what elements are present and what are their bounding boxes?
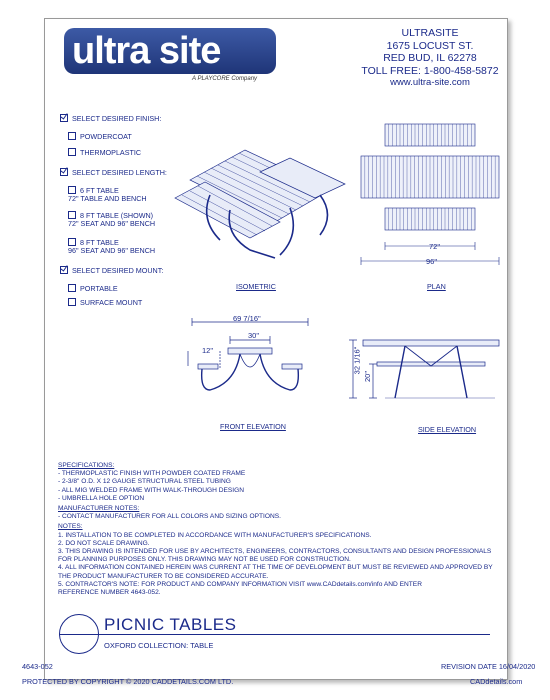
notes-block	[58, 462, 493, 597]
checkbox-icon[interactable]	[68, 186, 76, 194]
note-item: FOR PLANNING PURPOSES ONLY. THIS DRAWING MAY NOT BE USED FOR CONSTRUCTION.	[58, 556, 351, 564]
note-item: THE PRODUCT MANUFACTURER TO BE CONSIDERED ACCURATE.	[58, 572, 269, 580]
copyright-notice: PROTECTED BY COPYRIGHT © 2020 CADDETAILS.COM LTD.	[22, 677, 234, 686]
option-thermoplastic[interactable]: THERMOPLASTIC	[68, 148, 141, 158]
checkbox-icon[interactable]	[68, 132, 76, 140]
option-8ft-detail: 96" SEAT AND 96" BENCH	[68, 246, 156, 255]
mount-heading: SELECT DESIRED MOUNT:	[60, 266, 163, 276]
drawing-subtitle: OXFORD COLLECTION: TABLE	[104, 641, 214, 650]
reference-number: 4643-052	[22, 662, 53, 671]
company-address1: 1675 LOCUST ST.	[386, 39, 474, 52]
checkbox-icon[interactable]	[68, 211, 76, 219]
option-portable[interactable]: PORTABLE	[68, 284, 118, 294]
plan-dim-inner: 72"	[429, 242, 441, 251]
checked-box-icon[interactable]	[60, 168, 68, 176]
title-rule	[60, 634, 490, 635]
front-dim-width: 69 7/16"	[233, 314, 261, 323]
note-item: 5. CONTRACTOR'S NOTE: FOR PRODUCT AND COMPANY INFORMATION VISIT www.CADdetails.com/info AND ENTER	[58, 580, 422, 588]
option-powdercoat[interactable]: POWDERCOAT	[68, 132, 132, 142]
checked-box-icon[interactable]	[60, 114, 68, 122]
side-dim-seat: 20"	[363, 370, 373, 383]
note-item: 4. ALL INFORMATION CONTAINED HEREIN WAS CURRENT AT THE TIME OF DEVELOPMENT BUT MUST BE REVIEWED AND APPROVED BY	[58, 564, 493, 572]
front-dim-seat: 12"	[202, 346, 214, 355]
company-website[interactable]: www.ultra-site.com	[390, 77, 470, 88]
ultrasite-logo	[64, 28, 282, 86]
finish-heading: SELECT DESIRED FINISH:	[60, 114, 161, 124]
manufacturer-item: - CONTACT MANUFACTURER FOR ALL COLORS AND SIZING OPTIONS.	[58, 513, 281, 521]
spec-item: - ALL MIG WELDED FRAME WITH WALK-THROUGH DESIGN	[58, 486, 244, 494]
isometric-drawing	[170, 140, 350, 270]
spec-heading: SPECIFICATIONS:	[58, 462, 115, 469]
option-6ft-detail: 72" TABLE AND BENCH	[68, 194, 147, 203]
side-elevation-label: SIDE ELEVATION	[418, 425, 477, 434]
length-heading: SELECT DESIRED LENGTH:	[60, 168, 167, 178]
spec-item: - UMBRELLA HOLE OPTION	[58, 494, 145, 502]
plan-dim-outer: 96"	[426, 257, 438, 266]
checkbox-icon[interactable]	[68, 238, 76, 246]
manufacturer-heading: MANUFACTURER NOTES:	[58, 505, 140, 513]
caddetails-link[interactable]: CADdetails.com	[470, 677, 523, 686]
note-item: 2. DO NOT SCALE DRAWING.	[58, 539, 150, 547]
checkbox-icon[interactable]	[68, 298, 76, 306]
note-item: 3. THIS DRAWING IS INTENDED FOR USE BY ARCHITECTS, ENGINEERS, CONTRACTORS, CONSULTANTS AND DESIGN PROFESSIONALS	[58, 548, 492, 556]
company-address2: RED BUD, IL 62278	[383, 52, 477, 64]
checkbox-icon[interactable]	[68, 284, 76, 292]
revision-date: REVISION DATE 16/04/2020	[441, 662, 536, 671]
drawing-title: PICNIC TABLES	[104, 615, 237, 634]
company-name: ULTRASITE	[401, 27, 459, 39]
isometric-label: ISOMETRIC	[236, 282, 276, 291]
spec-item: - THERMOPLASTIC FINISH WITH POWDER COATED FRAME	[58, 470, 246, 478]
note-item: REFERENCE NUMBER 4643-052.	[58, 589, 161, 597]
option-8ft-shown[interactable]: 8 FT TABLE (SHOWN)	[68, 211, 153, 221]
company-info	[360, 27, 500, 90]
spec-item: - 2-3/8" O.D. X 12 GAUGE STRUCTURAL STEEL TUBING	[58, 478, 231, 486]
logo-text: ultra site	[72, 30, 221, 72]
option-8ft-shown-detail: 72" SEAT AND 96" BENCH	[68, 219, 156, 228]
notes-heading: NOTES:	[58, 523, 83, 531]
front-elevation-label: FRONT ELEVATION	[220, 422, 286, 431]
option-8ft[interactable]: 8 FT TABLE	[68, 238, 119, 248]
note-item: 1. INSTALLATION TO BE COMPLETED IN ACCORDANCE WITH MANUFACTURER'S SPECIFICATIONS.	[58, 531, 372, 539]
plan-label: PLAN	[427, 282, 446, 291]
option-surface-mount[interactable]: SURFACE MOUNT	[68, 298, 142, 308]
company-phone: TOLL FREE: 1-800-458-5872	[361, 64, 499, 77]
checkbox-icon[interactable]	[68, 148, 76, 156]
front-dim-top: 30"	[248, 331, 260, 340]
logo-subtitle: A PLAYCORE Company	[192, 76, 258, 82]
option-6ft[interactable]: 6 FT TABLE	[68, 186, 119, 196]
checked-box-icon[interactable]	[60, 266, 68, 274]
side-dim-total: 32 1/16"	[352, 346, 362, 375]
